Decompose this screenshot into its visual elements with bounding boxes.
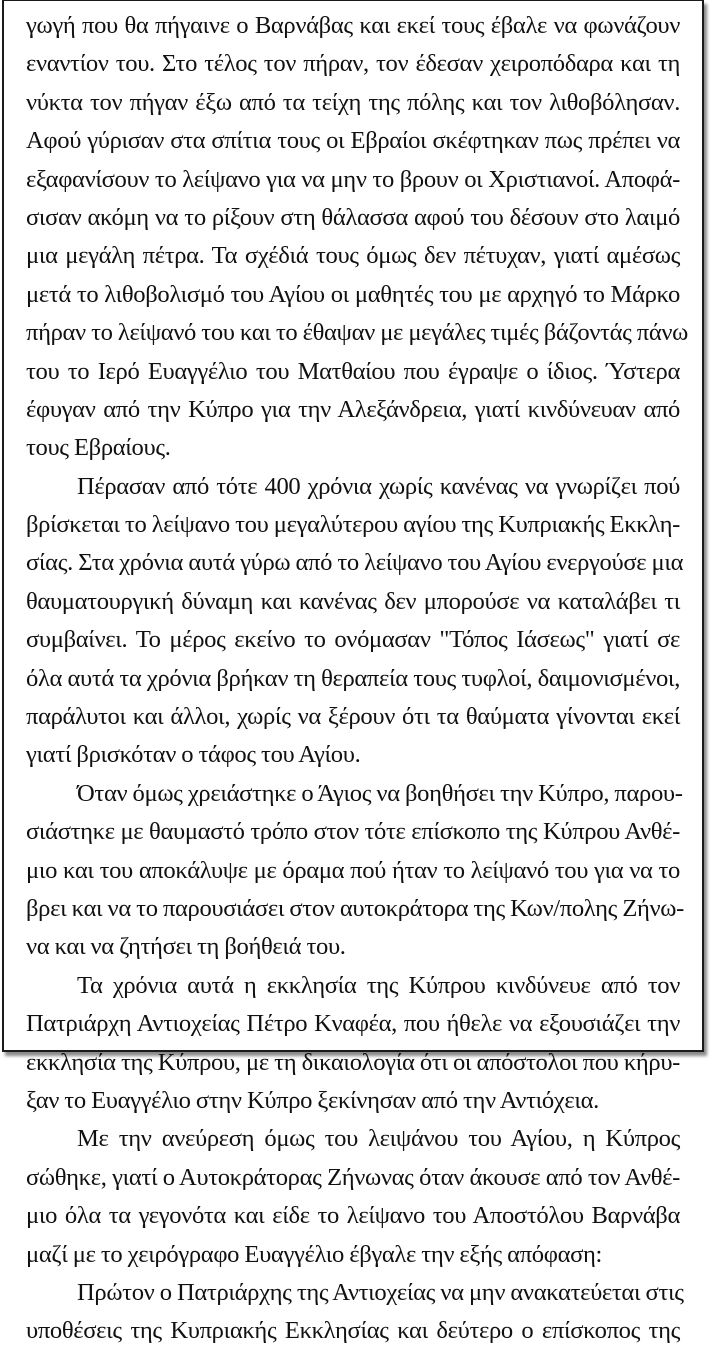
text-line: τους Εβραίους. xyxy=(26,434,171,462)
text-line: θαυματουργική δύναμη και κανένας δεν μπορούσε να καταλάβει τι xyxy=(26,587,680,615)
paragraph xyxy=(26,1274,684,1351)
document-body xyxy=(26,7,689,1351)
text-line: να και να ζητήσει τη βοήθειά του. xyxy=(26,933,346,961)
text-line: ξαν το Ευαγγέλιο στην Κύπρο ξεκίνησαν από την Αντιόχεια. xyxy=(26,1086,599,1114)
text-line: σίας. Στα χρόνια αυτά γύρω από το λείψανο του Αγίου ενεργούσε μια xyxy=(26,549,684,577)
text-line: πήραν το λείψανό του και το έθαψαν με μεγάλες τιμές βάζοντάς πάνω xyxy=(26,319,689,347)
text-line: Τα χρόνια αυτά η εκκλησία της Κύπρου κινδύνευε από τον xyxy=(77,971,680,999)
text-line: Με την ανεύρεση όμως του λειψάνου του Αγίου, η Κύπρος xyxy=(77,1125,680,1153)
text-line: όλα αυτά τα χρόνια βρήκαν τη θεραπεία τους τυφλοί, δαιμονισμένοι, xyxy=(26,664,680,692)
text-line: Πέρασαν από τότε 400 χρόνια χωρίς κανένας να γνωρίζει πού xyxy=(77,472,680,500)
text-line: υποθέσεις της Κυπριακής Εκκλησίας και δεύτερο ο επίσκοπος της xyxy=(26,1317,680,1345)
text-line: σώθηκε, γιατί ο Αυτοκράτορας Ζήνωνας όταν άκουσε από τον Ανθέ- xyxy=(26,1163,680,1191)
text-line: νύκτα τον πήγαν έξω από τα τείχη της πόλης και τον λιθοβόλησαν. xyxy=(26,88,680,116)
text-line: μιο όλα τα γεγονότα και είδε το λείψανο του Αποστόλου Βαρνάβα xyxy=(26,1202,680,1230)
paragraph xyxy=(26,967,680,1121)
paragraph xyxy=(26,1120,680,1274)
text-line: Πατριάρχη Αντιοχείας Πέτρο Κναφέα, που ήθελε να εξουσιάζει την xyxy=(26,1010,680,1038)
text-line: Αφού γύρισαν στα σπίτια τους οι Εβραίοι σκέφτηκαν πως πρέπει να xyxy=(26,127,680,155)
text-line: μαζί με το χειρόγραφο Ευαγγέλιο έβγαλε την εξής απόφαση: xyxy=(26,1240,603,1268)
text-line: Πρώτον ο Πατριάρχης της Αντιοχείας να μην ανακατεύεται στις xyxy=(77,1278,684,1306)
text-line: συμβαίνει. Το μέρος εκείνο το ονόμασαν "Τόπος Ιάσεως" γιατί σε xyxy=(26,626,680,654)
text-line: εξαφανίσουν το λείψανο για να μην το βρουν οι Χριστιανοί. Αποφά- xyxy=(26,165,680,193)
text-line: μιο και του αποκάλυψε με όραμα πού ήταν το λείψανό του για να το xyxy=(26,856,680,884)
text-line: σιάστηκε με θαυμαστό τρόπο στον τότε επίσκοπο της Κύπρου Ανθέ- xyxy=(26,818,680,846)
text-line: Όταν όμως χρειάστηκε ο Άγιος να βοηθήσει την Κύπρο, παρου- xyxy=(77,779,683,807)
text-line: μετά το λιθοβολισμό του Αγίου οι μαθητές του με αρχηγό το Μάρκο xyxy=(26,280,680,308)
text-line: έφυγαν από την Κύπρο για την Αλεξάνδρεια, γιατί κινδύνευαν από xyxy=(26,395,680,423)
text-line: εναντίον του. Στο τέλος τον πήραν, τον έδεσαν χειροπόδαρα και τη xyxy=(26,50,680,78)
text-line: παράλυτοι και άλλοι, χωρίς να ξέρουν ότι τα θαύματα γίνονται εκεί xyxy=(26,703,680,731)
text-line: μια μεγάλη πέτρα. Τα σχέδιά τους όμως δεν πέτυχαν, γιατί αμέσως xyxy=(26,242,680,270)
text-line: βρίσκεται το λείψανο του μεγαλύτερου αγίου της Κυπριακής Εκκλη- xyxy=(26,511,680,539)
text-line: γιατί βρισκόταν ο τάφος του Αγίου. xyxy=(26,741,361,769)
document-page xyxy=(2,0,704,1345)
paragraph xyxy=(26,7,689,468)
text-line: του το Ιερό Ευαγγέλιο του Ματθαίου που έγραψε ο ίδιος. Ύστερα xyxy=(26,357,680,385)
text-line: σισαν ακόμη να το ρίξουν στη θάλασσα αφού του δέσουν στο λαιμό xyxy=(26,203,680,231)
text-line: γωγή που θα πήγαινε ο Βαρνάβας και εκεί τους έβαλε να φωνάζουν xyxy=(26,12,680,39)
text-line: βρει και να το παρουσιάσει στον αυτοκράτορα της Κων/πολης Ζήνω- xyxy=(26,894,684,922)
text-line: εκκλησία της Κύπρου, με τη δικαιολογία ότι οι απόστολοι που κήρυ- xyxy=(26,1048,680,1076)
paragraph xyxy=(26,775,684,967)
paragraph xyxy=(26,468,684,775)
